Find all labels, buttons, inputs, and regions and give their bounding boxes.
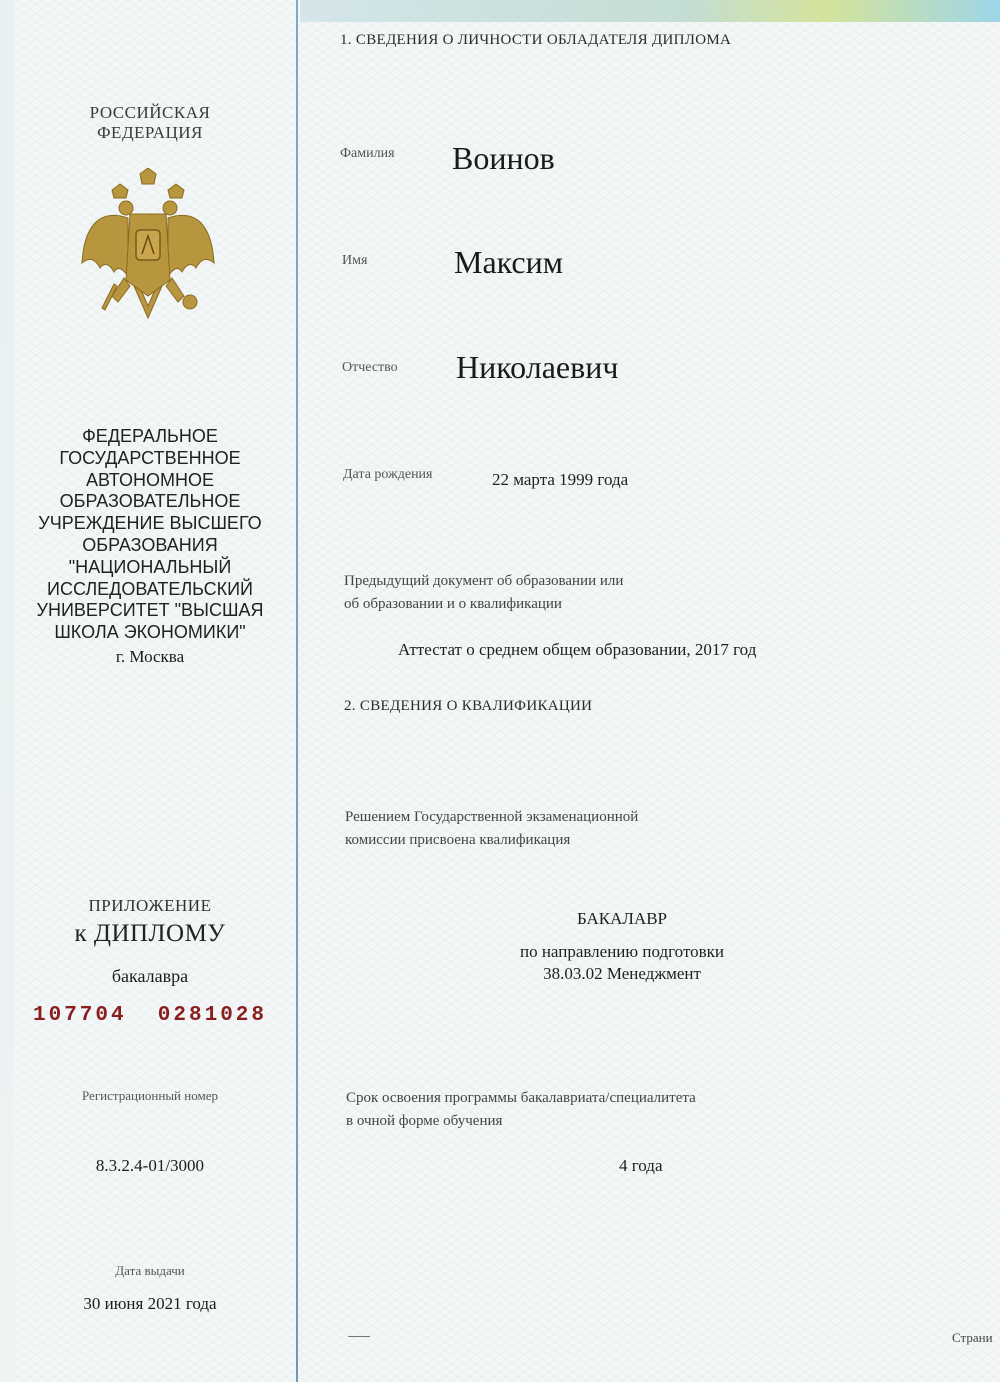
section1-title: 1. СВЕДЕНИЯ О ЛИЧНОСТИ ОБЛАДАТЕЛЯ ДИПЛОМА [340, 32, 732, 48]
university-line: ОБРАЗОВАНИЯ [82, 534, 218, 555]
study-term-label-line: Срок освоения программы бакалавриата/специалитета [346, 1090, 696, 1106]
issue-date-label: Дата выдачи [115, 1263, 185, 1278]
university-line: ГОСУДАРСТВЕННОЕ [59, 447, 241, 468]
appendix-subtitle: к ДИПЛОМУ [74, 920, 226, 947]
commission-decision-line: комиссии присвоена квалификация [345, 832, 571, 848]
university-line: ОБРАЗОВАТЕЛЬНОЕ [59, 491, 241, 512]
qualification-value: БАКАЛАВР [576, 909, 668, 928]
university-line: ИССЛЕДОВАТЕЛЬСКИЙ [47, 578, 253, 599]
name-label: Имя [342, 253, 368, 268]
university-line: УНИВЕРСИТЕТ "ВЫСШАЯ [36, 600, 264, 621]
patronymic-label: Отчество [342, 360, 398, 375]
previous-document-label [344, 570, 623, 616]
direction-value: 38.03.02 Менеджмент [543, 964, 701, 983]
city: г. Москва [115, 647, 185, 666]
study-term-value: 4 года [619, 1156, 663, 1175]
birth-date-label: Дата рождения [343, 467, 433, 482]
previous-document-value: Аттестат о среднем общем образовании, 2017 год [398, 640, 757, 659]
page-label: Страни [952, 1330, 993, 1345]
registration-number: 8.3.2.4-01/3000 [95, 1156, 205, 1175]
direction-label: по направлению подготовки [519, 942, 725, 961]
country-name [20, 103, 280, 143]
serial-number-text: 107704 0281028 [32, 1004, 268, 1027]
commission-decision [345, 806, 638, 852]
university-line: "НАЦИОНАЛЬНЫЙ [68, 556, 232, 577]
bottom-dash [348, 1336, 370, 1337]
previous-document-label-line: об образовании и о квалификации [344, 596, 562, 612]
serial-number [20, 1004, 280, 1027]
coat-of-arms-icon [78, 168, 218, 330]
surname-label: Фамилия [340, 146, 395, 161]
country-line: ФЕДЕРАЦИЯ [97, 123, 203, 142]
registration-label: Регистрационный номер [82, 1088, 218, 1103]
country-line: РОССИЙСКАЯ [89, 103, 211, 122]
patronymic-value: Николаевич [456, 349, 619, 385]
name-value: Максим [454, 244, 563, 280]
appendix-title: ПРИЛОЖЕНИЕ [88, 896, 212, 915]
university-line: ШКОЛА ЭКОНОМИКИ" [54, 622, 246, 643]
university-name [20, 426, 280, 644]
study-term-label-line: в очной форме обучения [346, 1113, 503, 1129]
section2-title: 2. СВЕДЕНИЯ О КВАЛИФИКАЦИИ [344, 698, 593, 714]
study-term-label [346, 1087, 696, 1133]
top-security-band [300, 0, 1000, 22]
left-edge-band [0, 0, 14, 1382]
university-line: УЧРЕЖДЕНИЕ ВЫСШЕГО [38, 513, 262, 534]
university-line: ФЕДЕРАЛЬНОЕ [82, 426, 218, 446]
issue-date: 30 июня 2021 года [83, 1294, 217, 1313]
previous-document-label-line: Предыдущий документ об образовании или [344, 573, 624, 589]
surname-value: Воинов [452, 140, 555, 176]
degree-level: бакалавра [111, 966, 189, 986]
column-divider [296, 0, 298, 1382]
commission-decision-line: Решением Государственной экзаменационной [345, 809, 639, 825]
birth-date-value: 22 марта 1999 года [492, 470, 629, 489]
university-line: АВТОНОМНОЕ [86, 469, 214, 490]
